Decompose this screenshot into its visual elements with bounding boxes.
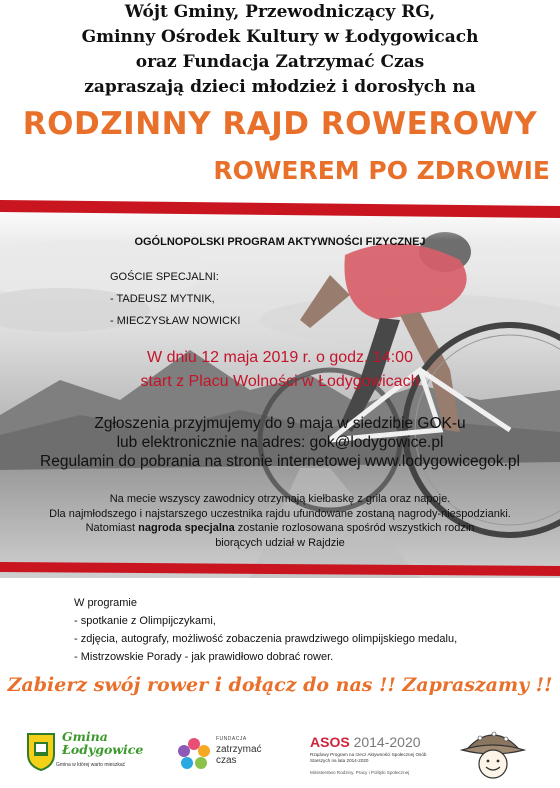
fundacja-name-line-2: czas <box>216 755 237 766</box>
asos-title <box>310 734 421 750</box>
registration-info <box>0 414 560 471</box>
fundacja-name-line-1: zatrzymać <box>216 744 262 755</box>
invitation-header <box>0 0 560 100</box>
header-line-2: Gminny Ośrodek Kultury w Łodygowicach <box>81 27 479 47</box>
registration-line-1: Zgłoszenia przyjmujemy do 9 maja w siedzibie GOK-u <box>94 415 466 432</box>
header-line-4: zapraszają dzieci młodzież i dorosłych na <box>84 77 476 97</box>
sponsor-logos <box>0 724 560 788</box>
guest-2: - MIECZYSŁAW NOWICKI <box>110 315 241 327</box>
prize-line-4: biorących udział w Rajdzie <box>215 536 345 549</box>
gmina-title-line-2: Łodygowice <box>62 742 144 757</box>
registration-line-2: lub elektronicznie na adres: gok@lodygowice.pl <box>116 434 444 451</box>
program-name: OGÓLNOPOLSKI PROGRAM AKTYWNOŚCI FIZYCZNEJ <box>134 236 426 248</box>
program-heading: W programie <box>74 597 137 609</box>
prize-line-1: Na mecie wszyscy zawodnicy otrzymają kiełbaskę z grila oraz napoje. <box>109 493 451 505</box>
coat-of-arms-icon <box>26 732 56 772</box>
prize-line-3-end: zostanie rozlosowana spośród wszystkich rodzin <box>234 522 475 534</box>
guest-1: - TADEUSZ MYTNIK, <box>110 293 215 305</box>
event-subtitle: ROWEREM PO ZDROWIE <box>213 156 550 185</box>
asos-name: ASOS <box>310 734 350 750</box>
gmina-lodygowice-logo <box>26 730 156 778</box>
asos-description: Rządowy Program na rzecz Aktywności Społecznej Osób Starszych na lata 2014-2020 <box>310 752 427 763</box>
registration-line-3: Regulamin do pobrania na stronie internetowej www.lodygowicegok.pl <box>40 453 520 470</box>
prize-line-3 <box>0 521 560 536</box>
smiling-hat-icon <box>458 728 528 780</box>
fundacja-label: FUNDACJA <box>216 736 247 742</box>
gmina-title-line-1: Gmina <box>62 729 108 744</box>
cyclist-photo-banner <box>0 200 560 578</box>
gmina-title <box>62 730 143 756</box>
date-and-start <box>0 346 560 394</box>
fundacja-name <box>216 744 262 766</box>
fundacja-zatrzymac-czas-logo <box>176 734 266 778</box>
guests-label: GOŚCIE SPECJALNI: <box>110 271 219 283</box>
program-item-2: - zdjęcia, autografy, możliwość zobaczenia prawdziwego olimpijskiego medalu, <box>74 633 458 645</box>
prize-line-3-start: Natomiast <box>85 522 139 534</box>
event-date: W dniu 12 maja 2019 r. o godz. 14:00 <box>147 349 413 366</box>
program-item-3: - Mistrzowskie Porady - jak prawidłowo dobrać rower. <box>74 651 334 663</box>
header-line-1: Wójt Gminy, Przewodniczący RG, <box>124 2 436 22</box>
header-line-3: oraz Fundacja Zatrzymać Czas <box>135 52 425 72</box>
program-list <box>74 594 457 666</box>
event-start: start z Placu Wolności w Łodygowicach <box>140 373 420 390</box>
prize-line-2: Dla najmłodszego i najstarszego uczestnika rajdu ufundowane zostaną nagrody-niespodzianki. <box>49 507 511 520</box>
special-prize-label: nagroda specjalna <box>138 522 235 534</box>
program-item-1: - spotkanie z Olimpijczykami, <box>74 615 216 627</box>
prizes-info <box>0 492 560 550</box>
event-title: RODZINNY RAJD ROWEROWY <box>22 106 538 142</box>
flower-icon <box>176 736 212 772</box>
gmina-tagline: Gmina w której warto mieszkać <box>56 762 126 768</box>
special-guests <box>110 266 240 332</box>
asos-program-logo <box>310 734 430 782</box>
ministry-name: Ministerstwo Rodziny, Pracy i Polityki Społecznej <box>310 770 410 775</box>
call-to-action: Zabierz swój rower i dołącz do nas !! Zapraszamy !! <box>7 674 553 696</box>
asos-years: 2014-2020 <box>353 734 421 750</box>
